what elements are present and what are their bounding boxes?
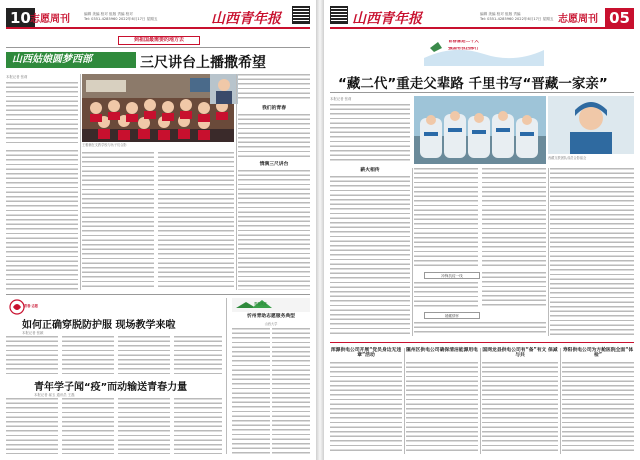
article-headline: 青年学子闻“疫”而动输送青春力量: [34, 382, 188, 393]
left-newspaper-page: [0, 0, 316, 460]
top-banner: 到祖国最需要的地方去: [118, 36, 200, 45]
article-headline: 浑源供电公司开展“党员身边无违章”活动: [330, 348, 402, 359]
body-text-block: [330, 362, 402, 454]
article-headline: 国网龙县供电公司有“备”有文 保减与共: [482, 348, 558, 359]
right-page-header: [330, 6, 634, 32]
column-rule: [80, 74, 81, 290]
body-text-block: [6, 82, 78, 146]
article-headline: 寿阳供电公司为方舱医院全面“体检”: [562, 348, 634, 359]
body-text-block: [62, 336, 114, 374]
column-rule: [412, 168, 413, 336]
sub-heading: 薪火相传: [360, 168, 380, 173]
page-number: 10: [6, 8, 35, 28]
sub-heading-box: 冲锋抗疫一线: [424, 272, 480, 279]
column-rule: [560, 348, 561, 454]
body-text-block: [562, 362, 634, 454]
body-text-block: [238, 74, 310, 100]
section-divider: [330, 342, 634, 343]
header-rule: [6, 27, 310, 29]
body-text-block: [6, 336, 58, 374]
body-text-block: [238, 170, 310, 290]
masthead-logo: 山西青年报: [352, 11, 422, 27]
page-meta: 编辑 美编 校对 组版 责编 Tel: 0351-4285960 2022年6月17日 星期五: [480, 12, 554, 21]
column-rule: [226, 298, 227, 454]
body-text-block: [62, 398, 114, 454]
green-tag: 山西姑娘圆梦西部: [6, 52, 136, 68]
top-banner-line-2: 强国有我西部行: [448, 47, 479, 51]
body-text-block: [406, 362, 478, 454]
left-page-header: [6, 6, 310, 32]
body-text-block: [550, 168, 634, 336]
body-text-block: [174, 336, 222, 374]
body-text-block: [482, 362, 558, 454]
qr-code-icon: [330, 6, 348, 24]
body-text-block: [414, 168, 478, 268]
body-text-block: [174, 398, 222, 454]
column-rule: [236, 74, 237, 290]
body-text-block: [232, 328, 270, 454]
body-text-block: [330, 104, 410, 164]
page-gutter: [316, 0, 324, 460]
side-headline: 忻州青助志愿服务典型: [247, 314, 295, 319]
author-byline: 本报记者 张莉: [330, 97, 352, 101]
body-text-block: [118, 398, 170, 454]
article-byline: 本报记者 郝玉 通讯员 王磊: [34, 393, 75, 397]
column-rule: [480, 348, 481, 454]
portrait-photo: [210, 74, 238, 104]
body-text-block: [6, 398, 58, 454]
sub-heading: 我们的青春: [262, 106, 286, 111]
body-text-block: [238, 114, 310, 158]
section-logo-text: 青春·志愿: [24, 304, 38, 308]
side-banner-graphic: [232, 298, 310, 312]
header-rule: [330, 27, 634, 29]
column-rule: [404, 348, 405, 454]
body-text-block: [414, 282, 478, 308]
side-banner-text: 青春风采: [254, 302, 267, 306]
top-banner-line-1: 青春喜迎二十大: [448, 40, 479, 44]
body-text-block: [158, 152, 234, 290]
side-subheading: 山西大学: [264, 322, 278, 326]
body-text-block: [482, 168, 546, 268]
main-headline: “藏二代”重走父辈路 千里书写“晋藏一家亲”: [338, 76, 608, 92]
photo-caption: 王雅楠在支教学校与孩子们合影: [82, 143, 127, 147]
page-number: 05: [605, 8, 634, 28]
sub-heading-box: 援藏情怀: [424, 312, 480, 319]
photo-caption: 西藏支教团队成员合影留念: [548, 156, 587, 160]
portrait-photo: [548, 96, 634, 154]
column-rule: [548, 168, 549, 336]
main-headline: 三尺讲台上播撒希望: [140, 55, 266, 71]
body-text-block: [482, 272, 546, 308]
body-text-block: [330, 176, 410, 336]
body-text-block: [272, 328, 310, 454]
page-meta: 编辑 美编 校对 组版 责编 校对 Tel: 0351-4285960 2022年6月17日 星期五: [84, 12, 158, 21]
author-byline: 本报记者 张莉: [6, 75, 28, 79]
section-name: 志愿周刊: [30, 14, 70, 25]
body-text-block: [6, 150, 78, 290]
sub-heading: 情满三尺讲台: [259, 162, 289, 167]
body-text-block: [414, 322, 546, 336]
body-text-block: [118, 336, 170, 374]
section-name: 志愿周刊: [558, 14, 598, 25]
divider: [6, 47, 310, 48]
divider: [330, 92, 634, 93]
qr-code-icon: [292, 6, 310, 24]
team-photo: [414, 96, 546, 164]
divider: [6, 294, 310, 295]
article-byline: 本报记者 张颖: [22, 331, 44, 335]
top-banner-graphic: [424, 36, 544, 66]
right-newspaper-page: [324, 0, 640, 460]
masthead-logo: 山西青年报: [211, 11, 281, 27]
body-text-block: [82, 152, 154, 290]
article-headline: 如何正确穿脱防护服 现场教学来啦: [22, 320, 176, 331]
article-headline: 隰州区供电公司确保清洁能源用电: [406, 348, 478, 353]
